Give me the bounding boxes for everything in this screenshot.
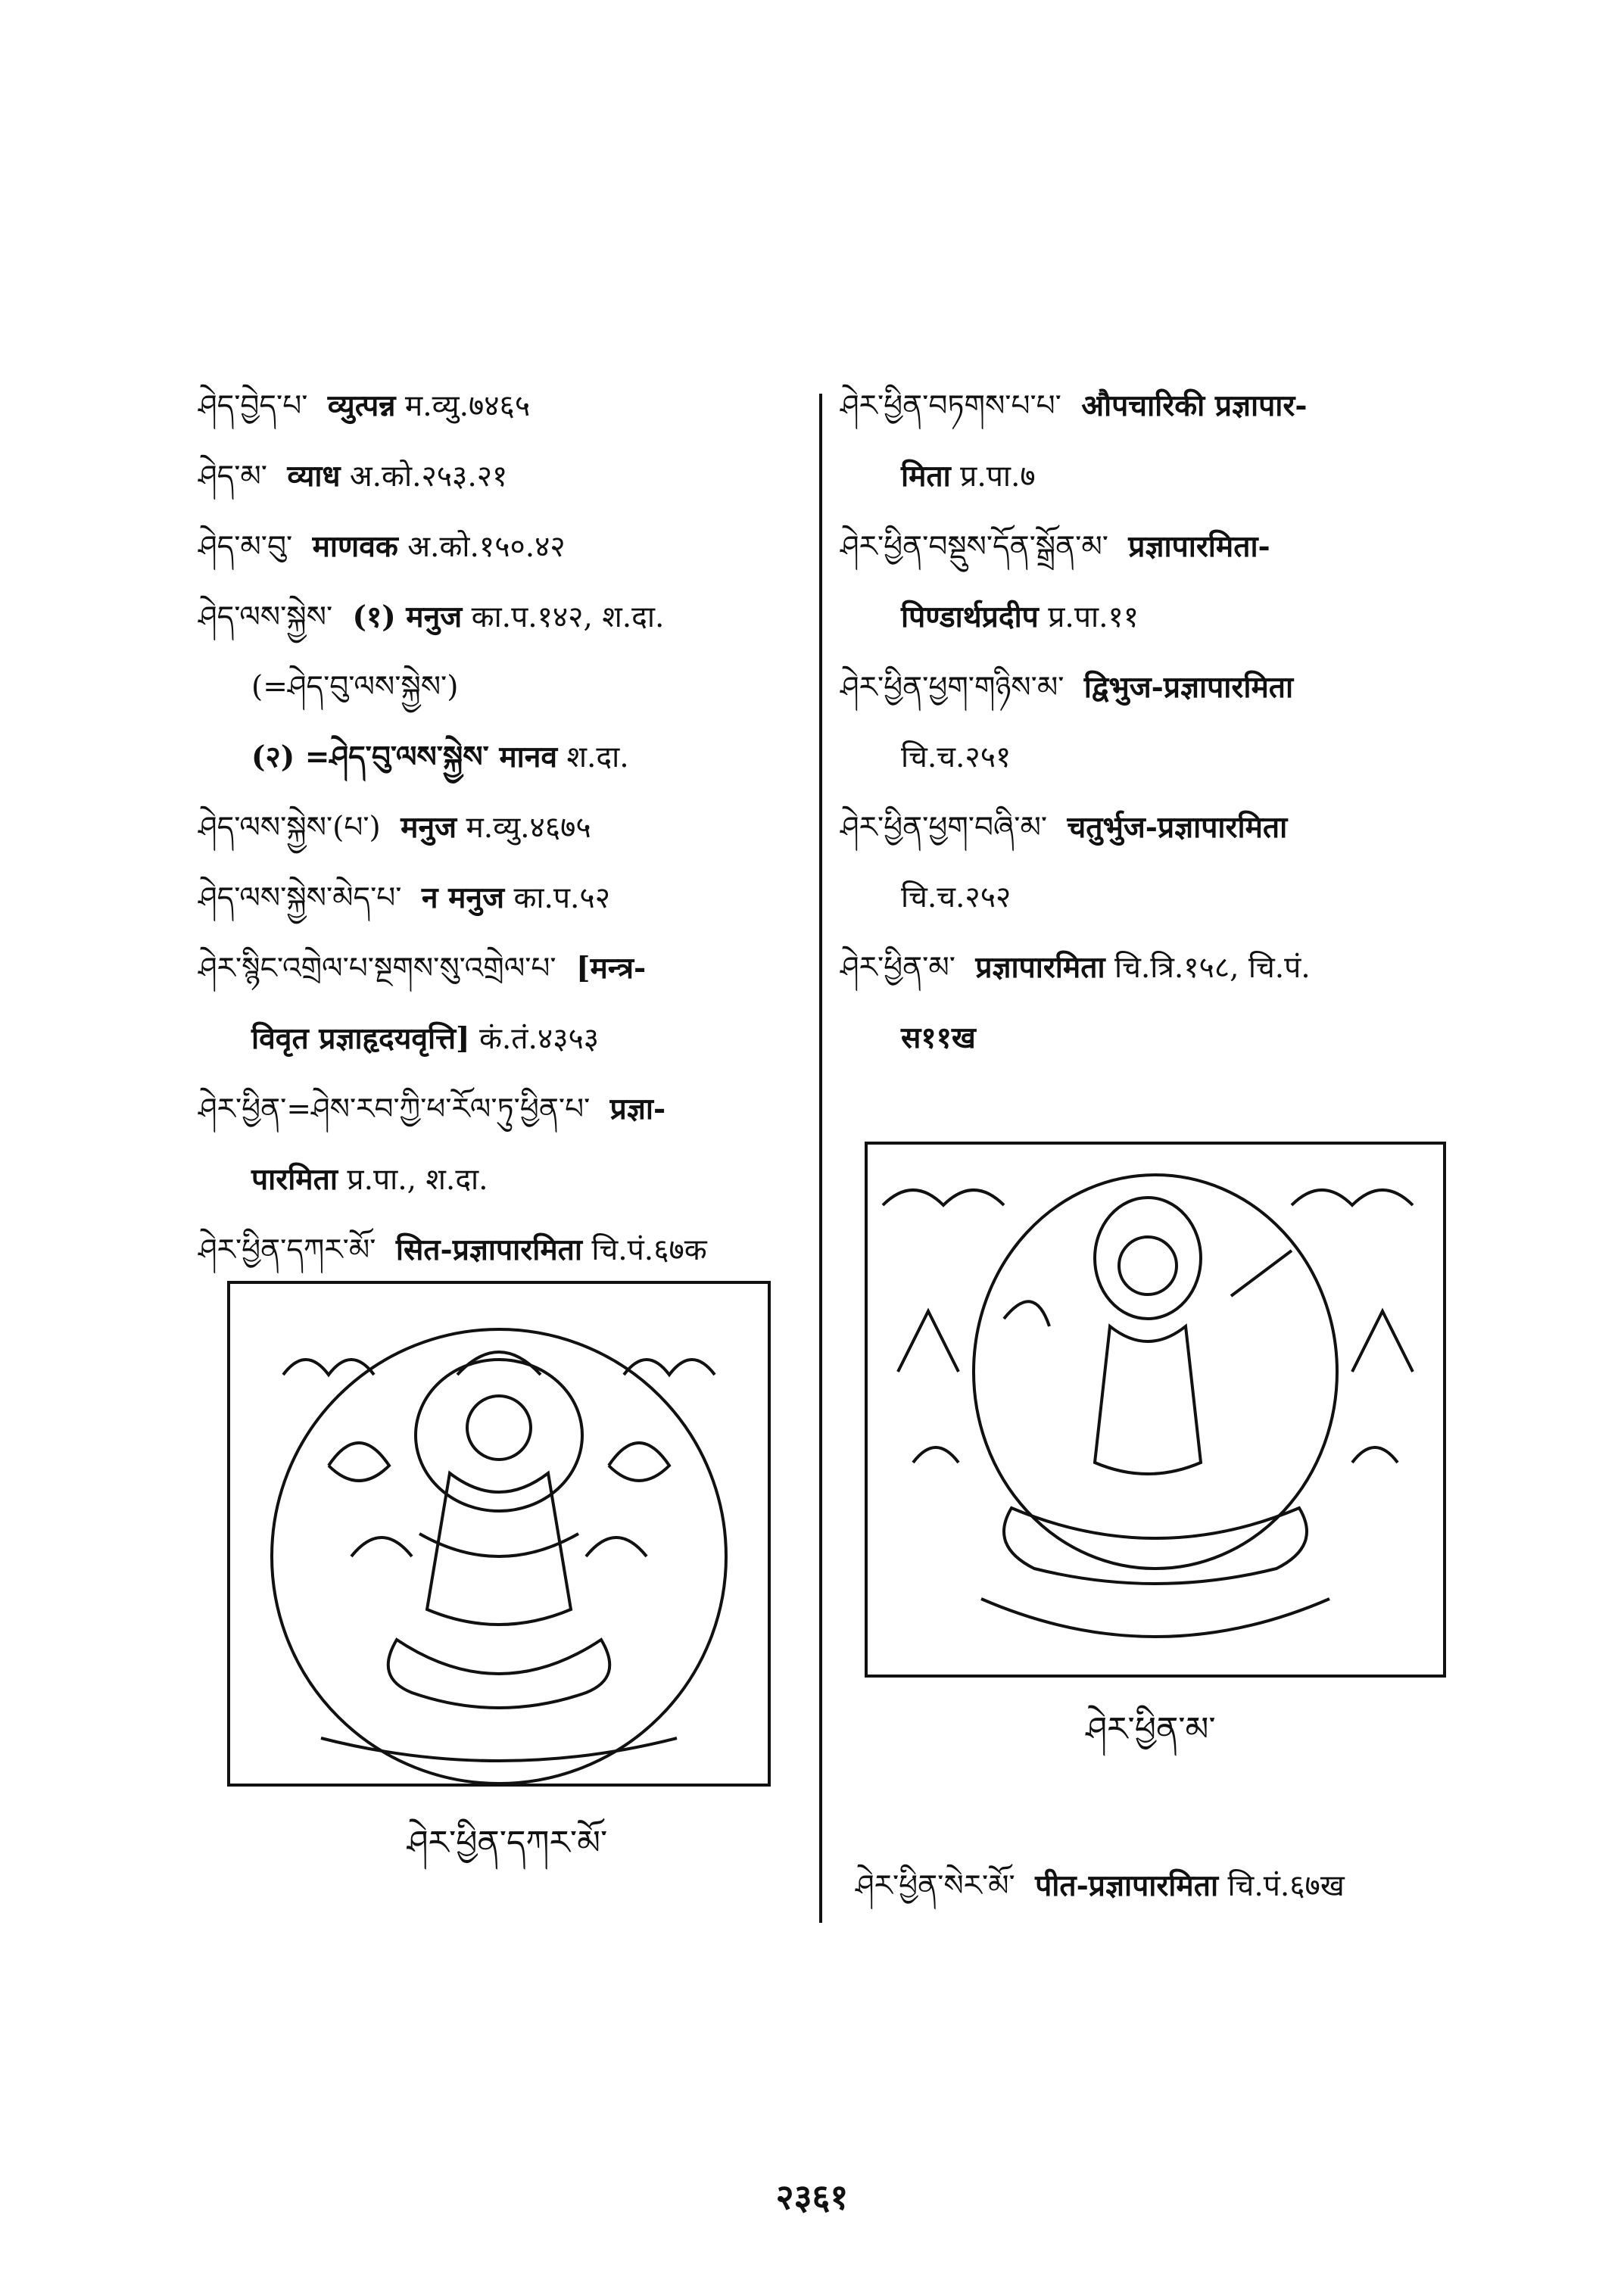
entry-7: ཤེད་ལས་སྐྱེས་མེད་པ་ न मनुज का.प.५२ (198, 880, 610, 915)
prajnaparamita-illustration (865, 1142, 1446, 1678)
entry-r4-cont: चि.च.२५२ (901, 880, 1011, 914)
right-plate-caption: ཤེར་ཕྱིན་མ་ (1086, 1710, 1216, 1749)
entry-r5-cont: स११ख (901, 1020, 976, 1055)
entry-r3-cont: चि.च.२५१ (901, 740, 1011, 774)
entry-1: ཤེད་བྱེད་པ་ व्युत्पन्न म.व्यु.७४६५ (198, 388, 531, 423)
entry-5: (२) =ཤེད་བུ་ལས་སྐྱེས་ मानव श.दा. (251, 740, 629, 774)
left-column (198, 371, 804, 1285)
entry-6: ཤེད་ལས་སྐྱེས་(པ་) मनुज म.व्यु.४६७५ (198, 810, 591, 845)
entry-8-cont: विवृत प्रज्ञाहृदयवृत्ति] कं.तं.४३५३ (251, 1021, 600, 1056)
entry-10: ཤེར་ཕྱིན་དཀར་མོ་ सित-प्रज्ञापारमिता चि.पं.६७क (198, 1232, 707, 1267)
entry-9-cont: पारमिता प्र.पा., श.दा. (251, 1162, 488, 1197)
bottom-right-entry: ཤེར་ཕྱིན་སེར་མོ་ पीत-प्रज्ञापारमिता चि.पं.६७ख (856, 1868, 1345, 1903)
entry-r4: ཤེར་ཕྱིན་ཕྱག་བཞི་མ་ चतुर्भुज-प्रज्ञापारमिता (840, 810, 1288, 845)
white-prajnaparamita-illustration (227, 1281, 771, 1787)
entry-r1: ཤེར་ཕྱིན་བཏགས་པ་པ་ औपचारिकी प्रज्ञापार- (840, 388, 1308, 423)
entry-3: ཤེད་མ་བུ་ माणवक अ.को.१५०.४२ (198, 529, 566, 564)
entry-r3: ཤེར་ཕྱིན་ཕྱག་གཉིས་མ་ द्विभुज-प्रज्ञापारमिता (840, 670, 1294, 705)
entry-r2: ཤེར་ཕྱིན་བསྡུས་དོན་སྒྲོན་མ་ प्रज्ञापारमिता- (840, 529, 1270, 564)
entry-8: ཤེར་སྙིང་འགྲེལ་པ་སྔགས་སུ་འགྲེལ་པ་ [मन्त्र- (198, 951, 647, 986)
column-divider (819, 394, 822, 1923)
right-column (840, 371, 1446, 1073)
entry-4: ཤེད་ལས་སྐྱེས་ (१) मनुज का.प.१४२, श.दा. (198, 600, 665, 634)
left-plate-caption: ཤེར་ཕྱིན་དཀར་མོ་ (407, 1824, 608, 1862)
entry-r5: ཤེར་ཕྱིན་མ་ प्रज्ञापारमिता चि.त्रि.१५८, चि.पं. (840, 950, 1311, 985)
entry-2: ཤེད་མ་ व्याध अ.को.२५३.२१ (198, 459, 508, 494)
deity-line-drawing-right (868, 1145, 1443, 1675)
deity-line-drawing (230, 1284, 768, 1784)
entry-4-cont: (=ཤེད་བུ་ལས་སྐྱེས་) (251, 670, 459, 704)
entry-r2-cont: पिण्डार्थप्रदीप प्र.पा.११ (901, 600, 1139, 634)
page-number: २३६१ (775, 2176, 849, 2217)
entry-r1-cont: मिता प्र.पा.७ (901, 459, 1036, 494)
entry-9: ཤེར་ཕྱིན་=ཤེས་རབ་ཀྱི་ཕ་རོལ་ཏུ་ཕྱིན་པ་ प्रज्ञा- (198, 1092, 666, 1126)
